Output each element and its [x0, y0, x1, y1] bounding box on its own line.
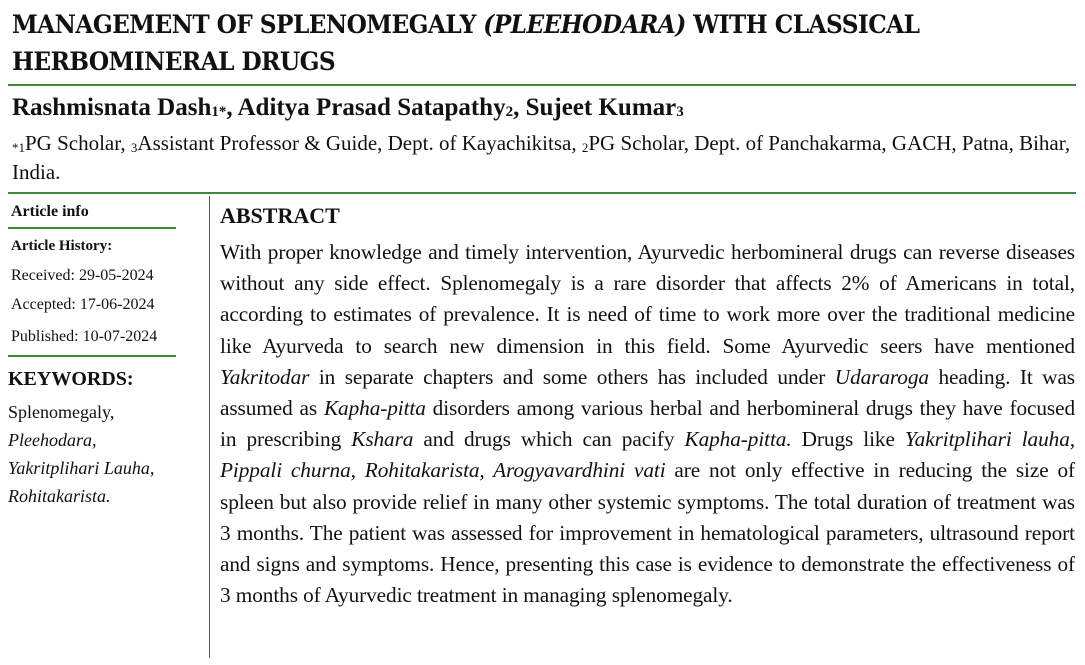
abstract-text: disorders among various herbal and herbomineral drugs they have focused in prescribing: [220, 396, 1075, 452]
abstract-heading: ABSTRACT: [220, 203, 340, 228]
affil-sup-3: 3: [130, 140, 138, 155]
affil-sup-2: 2: [581, 140, 589, 155]
abstract-text: are not only effective in reducing the size of spleen but also provide relief in many other systemic symptoms. The total duration of treatment was 3 months. The patient was assessed for improvement in hematological parameters, ultrasound report and signs and symptoms. Hence, presenting this case is evidence to demonstrate the effectiveness of 3 months of Ayurvedic treatment in managing splenomegaly.: [220, 458, 1076, 608]
affil-text-2: Assistant Professor & Guide, Dept. of Kayachikitsa,: [137, 131, 582, 155]
abstract-italic-term: Kapha-pitta: [323, 396, 426, 421]
author-separator: ,: [513, 94, 526, 121]
article-history-heading: Article History:: [11, 238, 113, 254]
affil-text-3: PG Scholar, Dept. of Panchakarma, GACH, Patna, Bihar, India.: [12, 131, 1071, 184]
keyword-item: Rohitakarista.: [8, 486, 111, 506]
abstract-italic-term: Kshara: [351, 427, 414, 452]
header-divider: [8, 192, 1076, 194]
published-date: Published: 10-07-2024: [11, 328, 158, 345]
top-divider: [8, 84, 1076, 86]
column-divider: [209, 196, 210, 658]
author-separator: ,: [226, 94, 238, 121]
keywords-heading: KEYWORDS:: [8, 368, 134, 390]
abstract-italic-term: Kapha-pitta.: [684, 427, 792, 452]
abstract-text: heading. It was assumed as: [220, 364, 1075, 421]
title-part2: WITH CLASSICAL HERBOMINERAL DRUGS: [12, 10, 920, 76]
abstract-text: in separate chapters and some others has included under: [309, 364, 835, 389]
keyword-item: Splenomegaly,: [8, 402, 115, 422]
keyword-item: Pleehodara,: [8, 430, 97, 450]
author-3: Sujeet Kumar: [525, 94, 677, 121]
author-2-sup: 2: [505, 104, 514, 120]
abstract-italic-term: Yakritplihari lauha, Pippali churna, Rohitakarista, Arogyavardhini vati: [220, 427, 1075, 483]
author-1: Rashmisnata Dash: [12, 94, 212, 121]
received-date: Received: 29-05-2024: [11, 267, 154, 284]
sidebar-divider: [8, 355, 176, 357]
article-info-heading: Article info: [11, 203, 89, 220]
abstract-body: [220, 237, 1075, 611]
author-3-sup: 3: [676, 104, 684, 120]
abstract-text: With proper knowledge and timely intervention, Ayurvedic herbomineral drugs can reverse diseases without any side effect. Splenomegaly is a rare disorder that affects 2% of Americans in total, according to estimates of prevalence. It is need of time to work more over the traditional medicine like Ayurveda to search new dimension in this field. Some Ayurvedic seers have mentioned: [220, 240, 1075, 358]
abstract-italic-term: Yakritodar: [220, 364, 310, 389]
abstract-italic-term: Udararoga: [834, 364, 929, 389]
title-italic: (PLEEHODARA): [483, 10, 686, 39]
abstract-text: Drugs like: [791, 427, 905, 452]
abstract-text: and drugs which can pacify: [413, 427, 685, 452]
affiliation: [12, 129, 1085, 187]
keyword-item: Yakritplihari Lauha,: [8, 458, 155, 478]
author-list: [12, 92, 684, 124]
accepted-date: Accepted: 17-06-2024: [11, 296, 155, 313]
author-1-sup: 1*: [211, 104, 227, 120]
affil-sup-1: *1: [12, 140, 25, 155]
author-2: Aditya Prasad Satapathy: [237, 94, 506, 121]
title-part1: MANAGEMENT OF SPLENOMEGALY: [12, 10, 484, 39]
paper-title: [12, 6, 1072, 80]
affil-text-1: PG Scholar,: [25, 131, 131, 155]
sidebar-divider: [8, 227, 176, 229]
